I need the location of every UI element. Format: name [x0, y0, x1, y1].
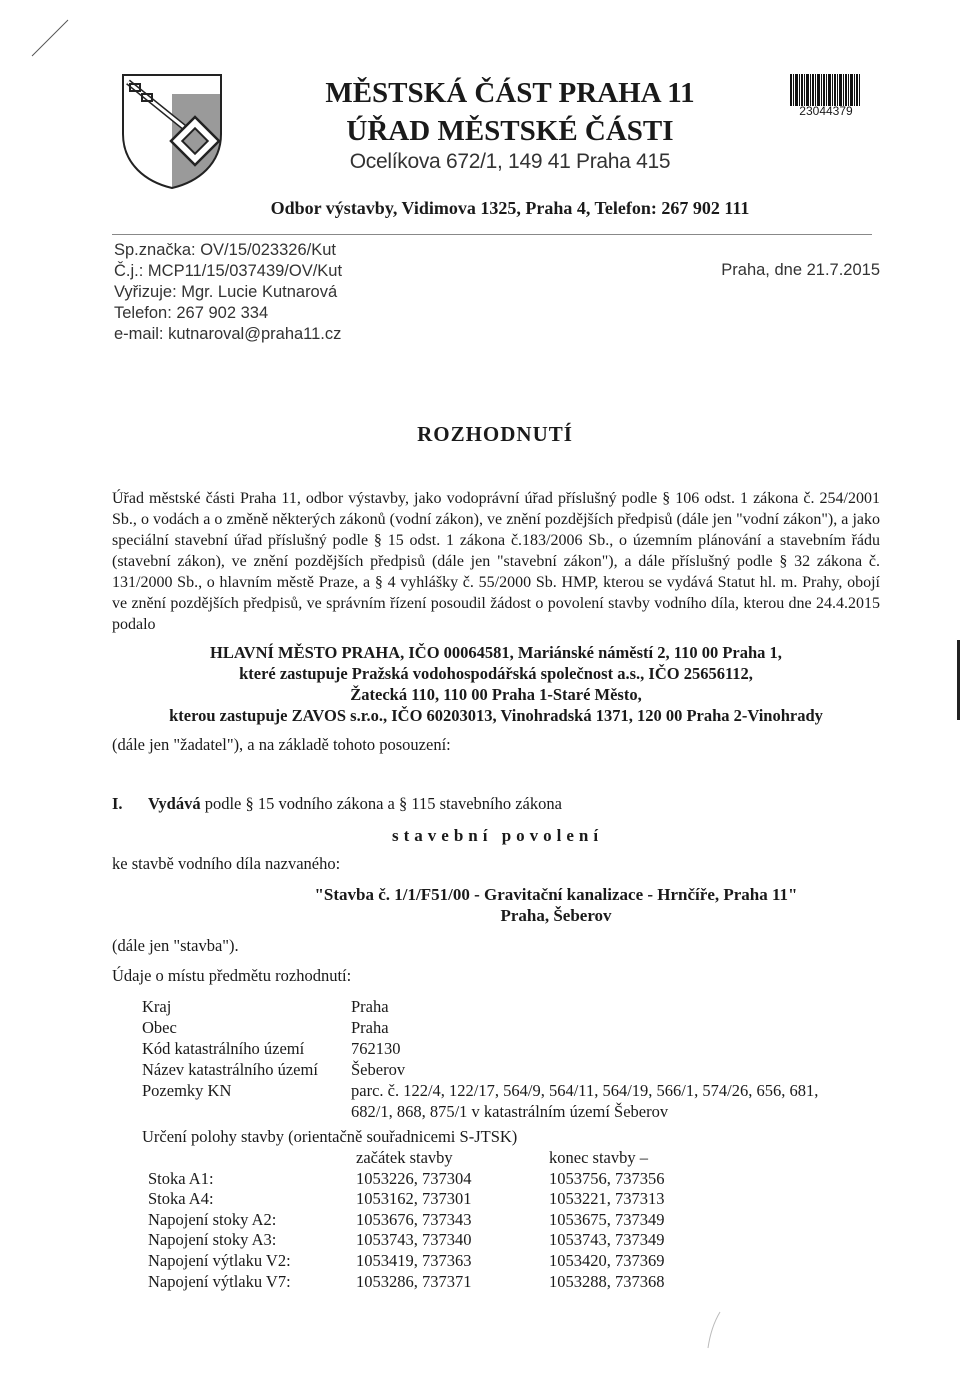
office-address: Ocelíkova 672/1, 149 41 Praha 415	[349, 150, 671, 173]
reference-block	[114, 240, 342, 345]
file-reference: Sp.značka: OV/15/023326/Kut	[114, 241, 336, 259]
start-coordinate: 1053676, 737343	[356, 1209, 472, 1229]
location-value: parc. č. 122/4, 122/17, 564/9, 564/11, 564/19, 566/1, 574/26, 656, 681, 682/1, 868, 875/1 v katastrálním území Šeberov	[351, 1081, 819, 1121]
handled-by: Vyřizuje: Mgr. Lucie Kutnarová	[114, 283, 338, 301]
section-1-heading	[112, 794, 562, 814]
location-label: Obec	[142, 1018, 177, 1037]
barcode	[790, 74, 860, 106]
end-coordinate: 1053743, 737349	[549, 1230, 665, 1250]
construction-name-block	[112, 884, 880, 926]
coordinates-heading: Určení polohy stavby (orientačně souřadnicemi S-JTSK)	[142, 1127, 518, 1146]
location-value: 762130	[351, 1039, 401, 1058]
start-coordinate: 1053419, 737363	[356, 1250, 472, 1270]
end-coordinate: 1053420, 737369	[549, 1250, 665, 1270]
end-coordinate: 1053221, 737313	[549, 1189, 665, 1209]
start-coordinate: 1053226, 737304	[356, 1168, 472, 1188]
start-coordinate: 1053286, 737371	[356, 1271, 472, 1291]
segment-name: Napojení stoky A2:	[148, 1209, 277, 1229]
decision-heading: ROZHODNUTÍ	[417, 422, 573, 446]
start-coordinate: 1053743, 737340	[356, 1230, 472, 1250]
location-label: Název katastrálního území	[142, 1060, 318, 1079]
case-number: Č.j.: MCP11/15/037439/OV/Kut	[114, 262, 343, 280]
coat-of-arms-logo	[120, 72, 224, 190]
department-line: Odbor výstavby, Vidimova 1325, Praha 4, Telefon: 267 902 111	[270, 198, 750, 218]
segment-name: Napojení výtlaku V2:	[148, 1250, 291, 1270]
segment-name: Napojení stoky A3:	[148, 1230, 277, 1250]
location-value: Šeberov	[351, 1060, 406, 1079]
contact-phone: Telefon: 267 902 334	[114, 304, 269, 322]
sub-representative-line: kterou zastupuje ZAVOS s.r.o., IČO 60203013, Vinohradská 1371, 120 00 Praha 2-Vinohrady	[169, 706, 823, 725]
location-label: Kód katastrálního území	[142, 1039, 305, 1058]
representative-address: Žatecká 110, 110 00 Praha 1-Staré Město,	[350, 685, 642, 704]
construction-intro: ke stavbě vodního díla nazvaného:	[112, 854, 341, 873]
applicant-note: (dále jen "žadatel"), a na základě tohoto posouzení:	[112, 735, 451, 754]
end-coordinate: 1053675, 737349	[549, 1209, 665, 1229]
construction-place: Praha, Šeberov	[500, 906, 612, 925]
representative-line: které zastupuje Pražská vodohospodářská společnost a.s., IČO 25656112,	[239, 664, 753, 683]
construction-name: "Stavba č. 1/1/F51/00 - Gravitační kanalizace - Hrnčíře, Praha 11"	[314, 885, 798, 904]
permit-title: stavební povolení	[392, 826, 604, 845]
start-coordinate: 1053162, 737301	[356, 1189, 472, 1209]
intro-text: Úřad městské části Praha 11, odbor výstavby, jako vodoprávní úřad příslušný podle § 106 odst. 1 zákona č. 254/2001 Sb., o vodách a o změně některých zákonů (vodní zákon), ve znění pozdějších předpisů (dále jen "vodní zákon"), a jako speciální stavební úřad příslušný podle § 15 odst. 1 zákona č.183/2006 Sb., o územním plánování a stavebním řádu (stavební zákon), ve znění pozdějších předpisů (dále jen "stavební zákon"), a dále příslušný podle § 32 zákona č. 131/2000 Sb., o hlavním městě Praze, a § 4 vyhlášky č. 55/2000 Sb. HMP, kterou se vydává Statut hl. m. Prahy, obojí ve znění pozdějších předpisů, ve správním řízení posoudil žádost o povolení stavby vodního díla, kterou dne 24.4.2015 podalo	[112, 490, 880, 633]
section-legal-basis: podle § 15 vodního zákona a § 115 stavebního zákona	[204, 794, 562, 813]
intro-paragraph	[112, 488, 880, 635]
office-title-line2: ÚŘAD MĚSTSKÉ ČÁSTI	[346, 115, 674, 147]
end-coordinate: 1053288, 737368	[549, 1271, 665, 1291]
office-title-line1: MĚSTSKÁ ČÁST PRAHA 11	[325, 77, 695, 109]
segment-name: Stoka A1:	[148, 1168, 214, 1188]
section-verb: Vydává	[148, 794, 201, 813]
end-coordinate: 1053756, 737356	[549, 1168, 665, 1188]
location-value: Praha	[351, 1018, 389, 1037]
applicant-line: HLAVNÍ MĚSTO PRAHA, IČO 00064581, Mariánské náměstí 2, 110 00 Praha 1,	[210, 643, 782, 662]
construction-note: (dále jen "stavba").	[112, 936, 239, 955]
segment-name: Stoka A4:	[148, 1189, 214, 1209]
header-divider	[112, 234, 872, 235]
location-heading: Údaje o místu předmětu rozhodnutí:	[112, 966, 352, 985]
barcode-number: 23044379	[799, 104, 853, 118]
applicant-block	[112, 642, 880, 726]
location-label: Pozemky KN	[142, 1081, 232, 1100]
section-number: I.	[112, 794, 123, 813]
document-date: Praha, dne 21.7.2015	[721, 261, 880, 279]
segment-name: Napojení výtlaku V7:	[148, 1271, 291, 1291]
ink-stroke-mark	[706, 1310, 722, 1350]
pen-stroke-mark	[30, 18, 70, 58]
end-column-header: konec stavby –	[549, 1148, 648, 1167]
contact-email: e-mail: kutnaroval@praha11.cz	[114, 325, 342, 343]
location-value: Praha	[351, 997, 389, 1016]
location-label: Kraj	[142, 997, 172, 1016]
start-column-header: začátek stavby	[356, 1148, 453, 1167]
